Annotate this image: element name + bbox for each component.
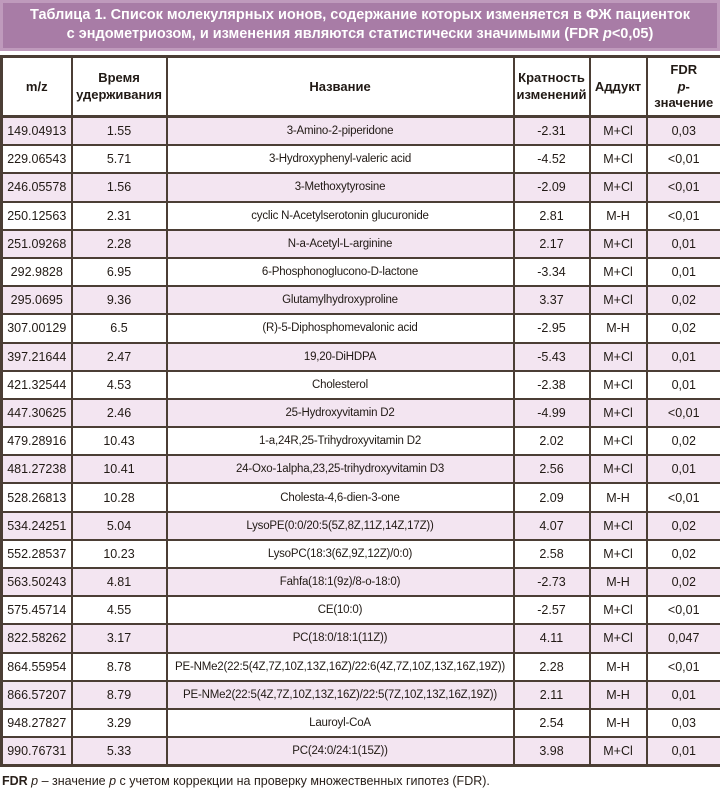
cell-name: Cholesta-4,6-dien-3-one: [167, 483, 514, 511]
cell-retention-time: 2.47: [72, 343, 167, 371]
cell-name: PC(18:0/18:1(11Z)): [167, 624, 514, 652]
cell-fdr: <0,01: [647, 173, 720, 201]
table-row: [2, 540, 720, 568]
cell-fdr: 0,01: [647, 230, 720, 258]
cell-fdr: <0,01: [647, 596, 720, 624]
table-row: [2, 230, 720, 258]
table-body: [2, 117, 720, 766]
cell-name: 6-Phosphonoglucono-D-lactone: [167, 258, 514, 286]
table-row: [2, 596, 720, 624]
cell-name: (R)-5-Diphosphomevalonic acid: [167, 314, 514, 342]
table-row: [2, 117, 720, 146]
cell-mz: 447.30625: [2, 399, 72, 427]
cell-name: LysoPE(0:0/20:5(5Z,8Z,11Z,14Z,17Z)): [167, 512, 514, 540]
table-row: [2, 737, 720, 766]
cell-mz: 481.27238: [2, 455, 72, 483]
cell-retention-time: 5.71: [72, 145, 167, 173]
cell-retention-time: 10.43: [72, 427, 167, 455]
cell-mz: 948.27827: [2, 709, 72, 737]
column-header-retention-time: Время удерживания: [72, 57, 167, 117]
cell-adduct: M-H: [590, 202, 647, 230]
column-header-name: Название: [167, 57, 514, 117]
cell-name: PC(24:0/24:1(15Z)): [167, 737, 514, 766]
table-row: [2, 455, 720, 483]
cell-mz: 229.06543: [2, 145, 72, 173]
cell-mz: 822.58262: [2, 624, 72, 652]
cell-fdr: <0,01: [647, 399, 720, 427]
cell-fold-change: -2.73: [514, 568, 590, 596]
cell-mz: 295.0695: [2, 286, 72, 314]
cell-retention-time: 9.36: [72, 286, 167, 314]
table-row: [2, 343, 720, 371]
cell-retention-time: 10.23: [72, 540, 167, 568]
cell-name: Lauroyl-CoA: [167, 709, 514, 737]
cell-adduct: M+Cl: [590, 737, 647, 766]
cell-fdr: 0,02: [647, 427, 720, 455]
cell-fdr: 0,03: [647, 709, 720, 737]
cell-name: Fahfa(18:1(9z)/8-o-18:0): [167, 568, 514, 596]
column-header-mz: m/z: [2, 57, 72, 117]
cell-adduct: M+Cl: [590, 371, 647, 399]
cell-fdr: 0,01: [647, 455, 720, 483]
cell-adduct: M+Cl: [590, 427, 647, 455]
cell-mz: 866.57207: [2, 681, 72, 709]
cell-fdr: 0,02: [647, 568, 720, 596]
table-row: [2, 202, 720, 230]
column-header-fdr: FDR p-значение: [647, 57, 720, 117]
cell-retention-time: 2.28: [72, 230, 167, 258]
cell-name: N-a-Acetyl-L-arginine: [167, 230, 514, 258]
cell-fold-change: 2.81: [514, 202, 590, 230]
cell-fold-change: -5.43: [514, 343, 590, 371]
cell-name: CE(10:0): [167, 596, 514, 624]
cell-retention-time: 3.17: [72, 624, 167, 652]
cell-mz: 563.50243: [2, 568, 72, 596]
cell-retention-time: 4.55: [72, 596, 167, 624]
cell-name: cyclic N-Acetylserotonin glucuronide: [167, 202, 514, 230]
cell-name: 3-Hydroxyphenyl-valeric acid: [167, 145, 514, 173]
table-row: [2, 483, 720, 511]
cell-fdr: 0,02: [647, 286, 720, 314]
cell-adduct: M-H: [590, 653, 647, 681]
cell-retention-time: 8.79: [72, 681, 167, 709]
cell-retention-time: 4.81: [72, 568, 167, 596]
cell-fdr: 0,02: [647, 314, 720, 342]
footnote-segment: FDR: [2, 774, 31, 788]
table-row: [2, 681, 720, 709]
molecular-ions-table: [0, 55, 720, 767]
cell-fdr: 0,01: [647, 737, 720, 766]
cell-name: 1-a,24R,25-Trihydroxyvitamin D2: [167, 427, 514, 455]
cell-fdr: 0,047: [647, 624, 720, 652]
cell-retention-time: 6.95: [72, 258, 167, 286]
cell-adduct: M+Cl: [590, 540, 647, 568]
cell-name: 19,20-DiHDPA: [167, 343, 514, 371]
column-header-adduct: Аддукт: [590, 57, 647, 117]
cell-adduct: M+Cl: [590, 596, 647, 624]
cell-mz: 534.24251: [2, 512, 72, 540]
cell-mz: 421.32544: [2, 371, 72, 399]
cell-fdr: 0,03: [647, 117, 720, 146]
table-row: [2, 399, 720, 427]
cell-name: PE-NMe2(22:5(4Z,7Z,10Z,13Z,16Z)/22:5(7Z,10Z,13Z,16Z,19Z)): [167, 681, 514, 709]
table-row: [2, 145, 720, 173]
cell-mz: 990.76731: [2, 737, 72, 766]
cell-mz: 149.04913: [2, 117, 72, 146]
cell-retention-time: 6.5: [72, 314, 167, 342]
table-row: [2, 709, 720, 737]
cell-fdr: <0,01: [647, 483, 720, 511]
footnote-segment: p: [31, 774, 38, 788]
cell-adduct: M+Cl: [590, 343, 647, 371]
cell-adduct: M-H: [590, 314, 647, 342]
cell-fdr: 0,01: [647, 343, 720, 371]
cell-fold-change: -3.34: [514, 258, 590, 286]
cell-fdr: 0,01: [647, 371, 720, 399]
cell-fold-change: -4.99: [514, 399, 590, 427]
table-row: [2, 427, 720, 455]
cell-fdr: 0,01: [647, 258, 720, 286]
cell-fdr: 0,01: [647, 681, 720, 709]
cell-name: LysoPC(18:3(6Z,9Z,12Z)/0:0): [167, 540, 514, 568]
footnote-segment: – значение: [38, 774, 109, 788]
cell-retention-time: 2.46: [72, 399, 167, 427]
cell-adduct: M+Cl: [590, 258, 647, 286]
cell-adduct: M+Cl: [590, 286, 647, 314]
table-title-line2: с эндометриозом, и изменения являются статистически значимыми (FDR p<0,05): [11, 25, 709, 44]
column-header-fold-change: Кратность изменений: [514, 57, 590, 117]
cell-fold-change: 2.58: [514, 540, 590, 568]
cell-adduct: M+Cl: [590, 173, 647, 201]
cell-mz: 552.28537: [2, 540, 72, 568]
cell-retention-time: 10.41: [72, 455, 167, 483]
table-row: [2, 286, 720, 314]
cell-mz: 397.21644: [2, 343, 72, 371]
cell-mz: 246.05578: [2, 173, 72, 201]
cell-retention-time: 2.31: [72, 202, 167, 230]
table-row: [2, 512, 720, 540]
cell-adduct: M+Cl: [590, 145, 647, 173]
cell-fdr: <0,01: [647, 145, 720, 173]
table-row: [2, 173, 720, 201]
cell-fdr: <0,01: [647, 653, 720, 681]
cell-adduct: M-H: [590, 568, 647, 596]
cell-adduct: M-H: [590, 709, 647, 737]
table-title: [0, 0, 720, 51]
table-row: [2, 314, 720, 342]
cell-fold-change: 2.09: [514, 483, 590, 511]
table-row: [2, 568, 720, 596]
cell-mz: 292.9828: [2, 258, 72, 286]
cell-fold-change: 2.11: [514, 681, 590, 709]
cell-fold-change: 3.98: [514, 737, 590, 766]
cell-name: Glutamylhydroxyproline: [167, 286, 514, 314]
table-row: [2, 258, 720, 286]
cell-name: 3-Amino-2-piperidone: [167, 117, 514, 146]
cell-fold-change: -2.31: [514, 117, 590, 146]
cell-fold-change: 2.02: [514, 427, 590, 455]
footnote-segment: p: [109, 774, 116, 788]
cell-adduct: M-H: [590, 681, 647, 709]
cell-fold-change: -2.95: [514, 314, 590, 342]
cell-name: Cholesterol: [167, 371, 514, 399]
cell-fold-change: 2.56: [514, 455, 590, 483]
cell-fold-change: -2.57: [514, 596, 590, 624]
cell-retention-time: 4.53: [72, 371, 167, 399]
table-title-line1: Таблица 1. Список молекулярных ионов, содержание которых изменяется в ФЖ пациенток: [11, 6, 709, 25]
table-row: [2, 653, 720, 681]
cell-mz: 864.55954: [2, 653, 72, 681]
cell-retention-time: 5.33: [72, 737, 167, 766]
cell-fold-change: 4.07: [514, 512, 590, 540]
cell-fold-change: -2.38: [514, 371, 590, 399]
cell-mz: 251.09268: [2, 230, 72, 258]
cell-retention-time: 5.04: [72, 512, 167, 540]
footnote: [0, 767, 720, 788]
cell-fold-change: -2.09: [514, 173, 590, 201]
table-row: [2, 624, 720, 652]
cell-retention-time: 1.55: [72, 117, 167, 146]
cell-adduct: M-H: [590, 483, 647, 511]
cell-retention-time: 3.29: [72, 709, 167, 737]
cell-fold-change: 3.37: [514, 286, 590, 314]
cell-mz: 528.26813: [2, 483, 72, 511]
cell-adduct: M+Cl: [590, 230, 647, 258]
cell-fold-change: 2.54: [514, 709, 590, 737]
table-row: [2, 371, 720, 399]
cell-fold-change: -4.52: [514, 145, 590, 173]
cell-adduct: M+Cl: [590, 455, 647, 483]
cell-fold-change: 4.11: [514, 624, 590, 652]
cell-mz: 250.12563: [2, 202, 72, 230]
cell-adduct: M+Cl: [590, 624, 647, 652]
cell-fold-change: 2.28: [514, 653, 590, 681]
cell-mz: 479.28916: [2, 427, 72, 455]
cell-name: 25-Hydroxyvitamin D2: [167, 399, 514, 427]
cell-fold-change: 2.17: [514, 230, 590, 258]
cell-mz: 575.45714: [2, 596, 72, 624]
cell-retention-time: 1.56: [72, 173, 167, 201]
cell-adduct: M+Cl: [590, 512, 647, 540]
cell-fdr: 0,02: [647, 512, 720, 540]
cell-fdr: <0,01: [647, 202, 720, 230]
cell-fdr: 0,02: [647, 540, 720, 568]
cell-retention-time: 10.28: [72, 483, 167, 511]
cell-name: PE-NMe2(22:5(4Z,7Z,10Z,13Z,16Z)/22:6(4Z,7Z,10Z,13Z,16Z,19Z)): [167, 653, 514, 681]
cell-name: 24-Oxo-1alpha,23,25-trihydroxyvitamin D3: [167, 455, 514, 483]
cell-adduct: M+Cl: [590, 117, 647, 146]
cell-name: 3-Methoxytyrosine: [167, 173, 514, 201]
cell-mz: 307.00129: [2, 314, 72, 342]
footnote-segment: с учетом коррекции на проверку множественных гипотез (FDR).: [116, 774, 490, 788]
cell-adduct: M+Cl: [590, 399, 647, 427]
table-header: [2, 57, 720, 117]
cell-retention-time: 8.78: [72, 653, 167, 681]
